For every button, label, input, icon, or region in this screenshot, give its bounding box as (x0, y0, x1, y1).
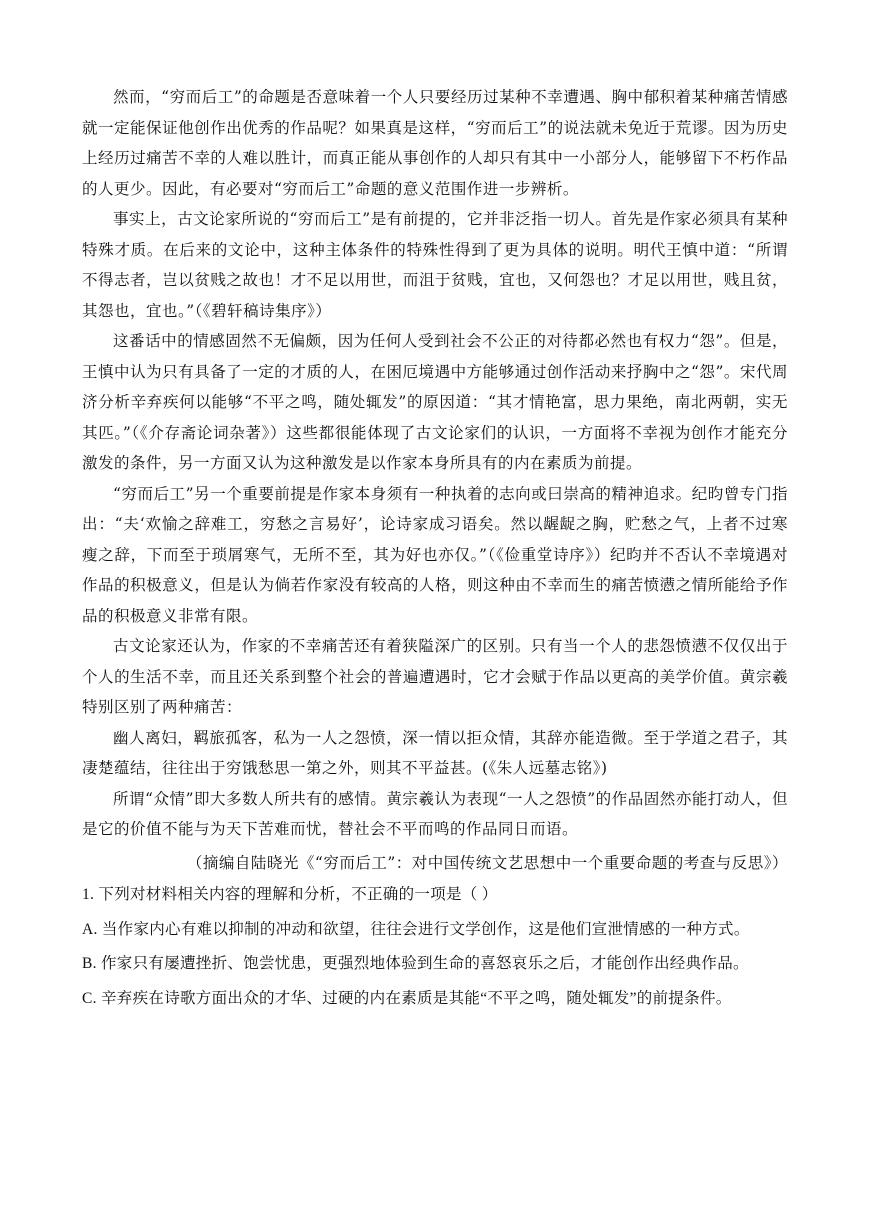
question-stem: 1. 下列对材料相关内容的理解和分析，不正确的一项是（ ） (82, 886, 498, 903)
paragraph-1: 然而，“穷而后工”的命题是否意味着一个人只要经历过某种不幸遭遇、胸中郁积着某种痛苦情感就一定能保证他创作出优秀的作品呢？如果真是这样，“穷而后工”的说法就未免近于荒谬。因为历史上经历过痛苦不幸的人难以胜计，而真正能从事创作的人却只有其中一小部分人，能够留下不朽作品的人更少。因此，有必要对“穷而后工”命题的意义范围作进一步辨析。 (82, 88, 788, 198)
option-b: B. 作家只有屡遭挫折、饱尝忧患，更强烈地体验到生命的喜怒哀乐之后，才能创作出经典作品。 (82, 955, 749, 972)
source-citation: （摘编自陆晓光《“穷而后工”：对中国传统文艺思想中一个重要命题的考查与反思》） (186, 853, 788, 872)
document-page (82, 82, 788, 1016)
quoted-passage: 幽人离妇，羁旅孤客，私为一人之怨愤，深一情以拒众情，其辞亦能造微。至于学道之君子，其凄楚蕴结，往往出于穷饿愁思一第之外，则其不平益甚。(《朱人远墓志铭》) (82, 728, 788, 777)
paragraph-4: “穷而后工”另一个重要前提是作家本身须有一种执着的志向或曰崇高的精神追求。纪昀曾专门指出：“夫‘欢愉之辞难工，穷愁之言易好’，论诗家成习语矣。然以龌龊之胸，贮愁之气，上者不过寒瘦之辞，下而至于琐屑寒气，无所不至，其为好也亦仅。”（《俭重堂诗序》）纪昀并不否认不幸境遇对作品的积极意义，但是认为倘若作家没有较高的人格，则这种由不幸而生的痛苦愤懑之情所能给予作品的积极意义非常有限。 (82, 484, 788, 625)
option-a: A. 当作家内心有难以抑制的冲动和欲望，往往会进行文学创作，这是他们宣泄情感的一种方式。 (82, 920, 750, 938)
paragraph-3: 这番话中的情感固然不无偏颇，因为任何人受到社会不公正的对待都必然也有权力“怨”。但是，王慎中认为只有具备了一定的才质的人，在困厄境遇中方能够通过创作活动来抒胸中之“怨”。宋代周济分析辛弃疾何以能够“不平之鸣，随处辄发”的原因道：“其才情艳富，思力果绝，南北两朝，实无其匹。”（《介存斋论词杂著》）这些都很能体现了古文论家们的认识，一方面将不幸视为创作才能充分激发的条件，另一方面又认为这种激发是以作家本身所具有的内在素质为前提。 (82, 332, 788, 472)
paragraph-2: 事实上，古文论家所说的“穷而后工”是有前提的，它并非泛指一切人。首先是作家必须具有某种特殊才质。在后来的文论中，这种主体条件的特殊性得到了更为具体的说明。明代王慎中道：“所谓不得志者，岂以贫贱之故也！才不足以用世，而沮于贫贱，宜也，又何怨也？才足以用世，贱且贫，其怨也，宜也。”（《碧轩稿诗集序》） (82, 210, 788, 320)
paragraph-5: 古文论家还认为，作家的不幸痛苦还有着狭隘深广的区别。只有当一个人的悲怨愤懑不仅仅出于个人的生活不幸，而且还关系到整个社会的普遍遭遇时，它才会赋于作品以更高的美学价值。黄宗羲特别区别了两种痛苦： (82, 637, 788, 716)
option-c: C. 辛弃疾在诗歌方面出众的才华、过硬的内在素质是其能“不平之鸣，随处辄发”的前提条件。 (82, 989, 732, 1007)
paragraph-closing: 所谓“众情”即大多数人所共有的感情。黄宗羲认为表现“一人之怨愤”的作品固然亦能打动人，但是它的价值不能与为天下苦难而忧，替社会不平而鸣的作品同日而语。 (82, 789, 788, 838)
